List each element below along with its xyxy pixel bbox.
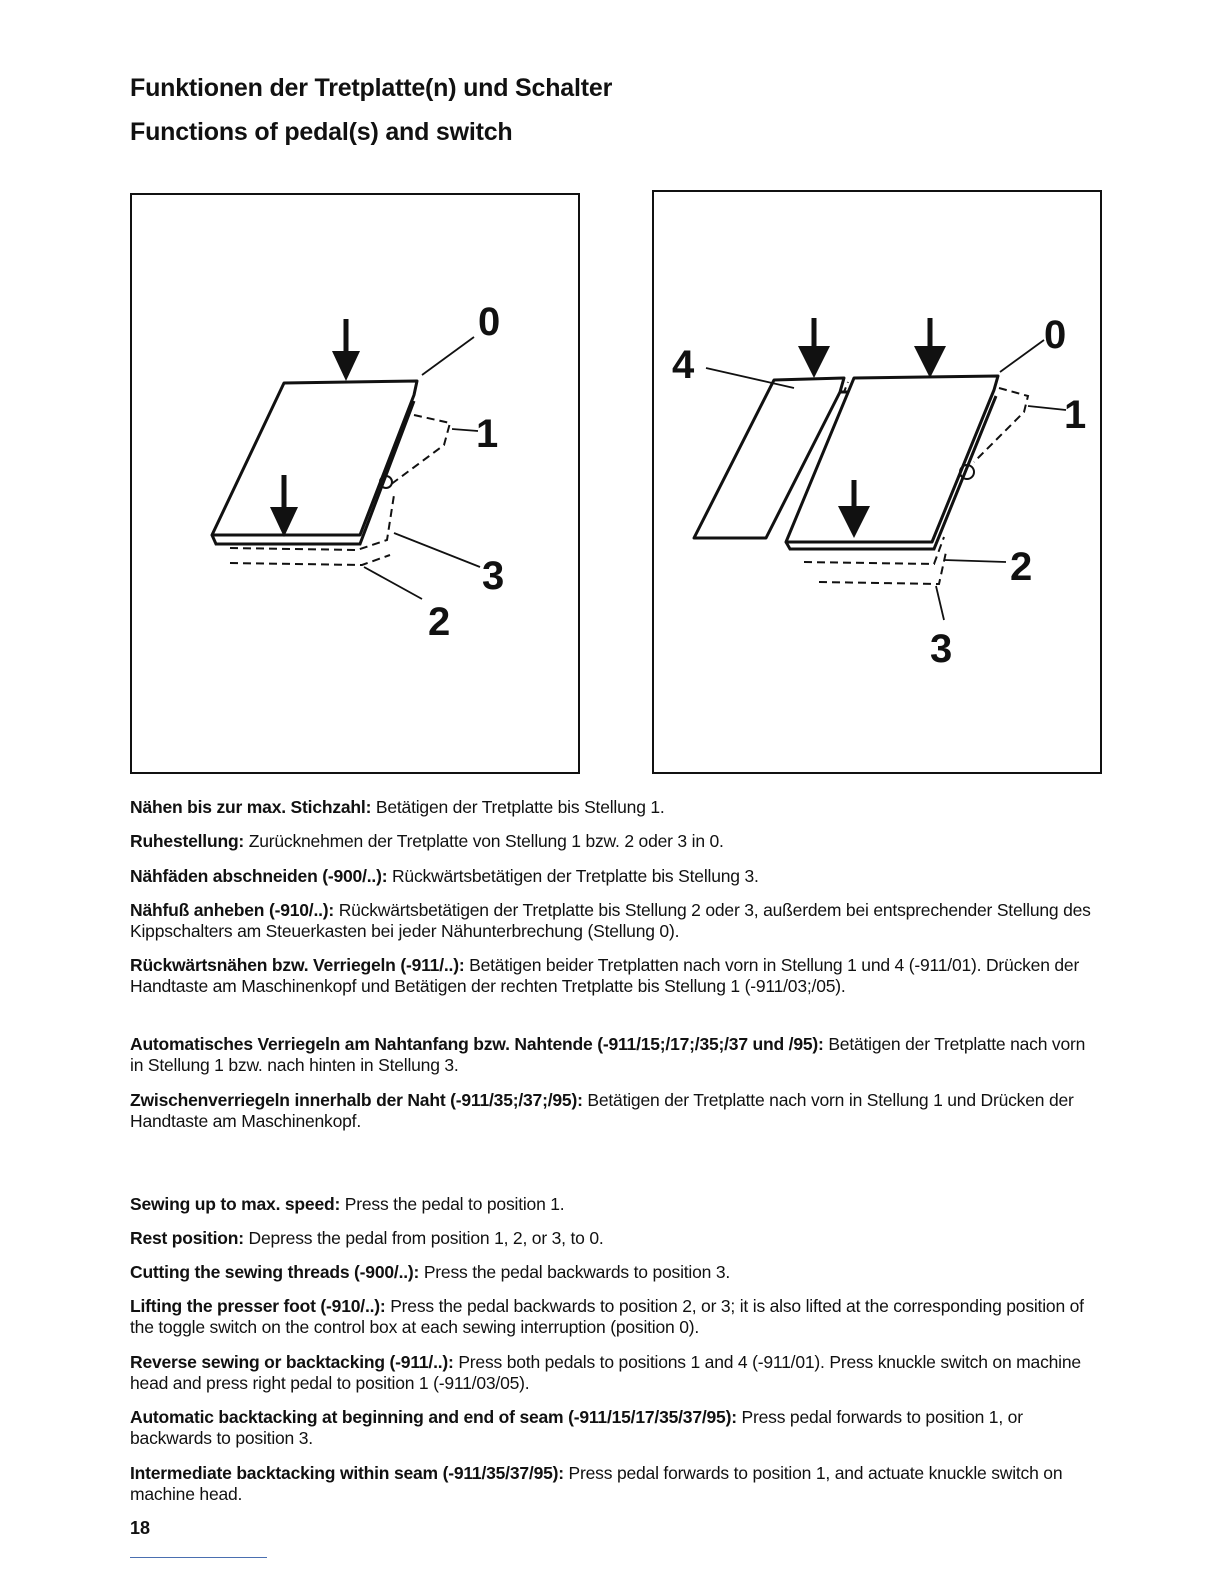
- footer-divider: [130, 1557, 267, 1558]
- description: Press the pedal to position 1.: [340, 1194, 565, 1214]
- pedal-position-3-outline: [230, 555, 390, 565]
- press-arrow-top: [332, 319, 360, 381]
- leader-line-1: [452, 429, 478, 431]
- paragraph-de-1: [130, 797, 1098, 818]
- paragraph-en-3: [130, 1262, 1098, 1283]
- figure-single-pedal: [130, 193, 580, 774]
- term: Sewing up to max. speed:: [130, 1194, 341, 1214]
- paragraph-de-4: [130, 900, 1098, 942]
- leader-line-4: [706, 368, 794, 388]
- term: Cutting the sewing threads (-900/..):: [130, 1262, 420, 1282]
- label-position-3: 3: [482, 554, 505, 598]
- leader-line-0: [1000, 340, 1044, 372]
- term: Rückwärtsnähen bzw. Verriegeln (-911/..):: [130, 955, 465, 975]
- term: Lifting the presser foot (-910/..):: [130, 1296, 386, 1316]
- description: Press pedal forwards to position 1, or backwards to position 3.: [130, 1407, 1023, 1448]
- term: Nähfuß anheben (-910/..):: [130, 900, 335, 920]
- description: Depress the pedal from position 1, 2, or 3, to 0.: [243, 1228, 604, 1248]
- paragraph-de-6: [130, 1034, 1098, 1076]
- description: Betätigen beider Tretplatten nach vorn in Stellung 1 und 4 (-911/01). Drücken der Handtaste am Maschinenkopf und Betätigen der rechten Tretplatte bis Stellung 1 (-911/03;/05).: [130, 955, 1080, 996]
- label-position-4: 4: [672, 343, 695, 387]
- description: Press the pedal backwards to position 2, or 3; it is also lifted at the corresponding position of the toggle switch on the control box at each sewing interruption (position 0).: [130, 1296, 1084, 1337]
- description: Press pedal forwards to position 1, and actuate knuckle switch on machine head.: [130, 1463, 1063, 1504]
- term: Automatic backtacking at beginning and end of seam (-911/15/17/35/37/95):: [130, 1407, 737, 1427]
- paragraph-de-5: [130, 955, 1098, 997]
- paragraph-de-2: [130, 831, 1098, 852]
- description: Zurücknehmen der Tretplatte von Stellung 1 bzw. 2 oder 3 in 0.: [244, 831, 724, 851]
- term: Nähen bis zur max. Stichzahl:: [130, 797, 372, 817]
- description: Rückwärtsbetätigen der Tretplatte bis Stellung 3.: [387, 866, 759, 886]
- term: Automatisches Verriegeln am Nahtanfang bzw. Nahtende (-911/15;/17;/35;/37 und /95):: [130, 1034, 824, 1054]
- label-position-1: 1: [1064, 393, 1087, 437]
- label-position-0: 0: [1044, 313, 1067, 357]
- pedal-plate: [212, 381, 417, 544]
- leader-line-2: [944, 560, 1006, 562]
- term: Nähfäden abschneiden (-900/..):: [130, 866, 388, 886]
- page-heading-german: Funktionen der Tretplatte(n) und Schalter: [130, 74, 613, 102]
- figure-double-pedal: [652, 190, 1102, 774]
- paragraph-de-3: [130, 866, 1098, 887]
- leader-line-0: [422, 337, 474, 375]
- description: Press the pedal backwards to position 3.: [419, 1262, 731, 1282]
- paragraph-de-7: [130, 1090, 1098, 1132]
- double-pedal-drawing: [654, 192, 1100, 772]
- description: Press both pedals to positions 1 and 4 (-911/01). Press knuckle switch on machine head and press right pedal to position 1 (-911/03/05).: [130, 1352, 1081, 1393]
- paragraph-en-5: [130, 1352, 1098, 1394]
- leader-line-3: [394, 533, 480, 567]
- label-position-2: 2: [428, 600, 451, 644]
- description: Betätigen der Tretplatte bis Stellung 1.: [371, 797, 665, 817]
- leader-line-3: [936, 586, 944, 620]
- label-position-2: 2: [1010, 545, 1033, 589]
- page-heading-english: Functions of pedal(s) and switch: [130, 118, 513, 146]
- description: Betätigen der Tretplatte nach vorn in Stellung 1 und Drücken der Handtaste am Maschinenkopf.: [130, 1090, 1074, 1131]
- paragraph-en-7: [130, 1463, 1098, 1505]
- term: Zwischenverriegeln innerhalb der Naht (-911/35;/37;/95):: [130, 1090, 583, 1110]
- term: Ruhestellung:: [130, 831, 245, 851]
- leader-line-2: [364, 567, 422, 599]
- paragraph-en-4: [130, 1296, 1098, 1338]
- label-position-0: 0: [478, 300, 501, 344]
- label-position-3: 3: [930, 627, 953, 671]
- paragraph-en-2: [130, 1228, 1098, 1249]
- paragraph-en-6: [130, 1407, 1098, 1449]
- term: Rest position:: [130, 1228, 244, 1248]
- label-position-1: 1: [476, 412, 499, 456]
- paragraph-en-1: [130, 1194, 1098, 1215]
- pedal-position-3-outline: [819, 552, 946, 584]
- single-pedal-drawing: [132, 195, 578, 772]
- description: Rückwärtsbetätigen der Tretplatte bis Stellung 2 oder 3, außerdem bei entsprechender Stellung des Kippschalters am Steuerkasten bei jeder Nähunterbrechung (Stellung 0).: [130, 900, 1091, 941]
- description: Betätigen der Tretplatte nach vorn in Stellung 1 bzw. nach hinten in Stellung 3.: [130, 1034, 1086, 1075]
- press-arrow-left: [798, 318, 830, 378]
- term: Intermediate backtacking within seam (-911/35/37/95):: [130, 1463, 564, 1483]
- term: Reverse sewing or backtacking (-911/..):: [130, 1352, 454, 1372]
- page-number: 18: [130, 1518, 151, 1538]
- leader-line-1: [1028, 406, 1066, 410]
- press-arrow-right: [914, 318, 946, 378]
